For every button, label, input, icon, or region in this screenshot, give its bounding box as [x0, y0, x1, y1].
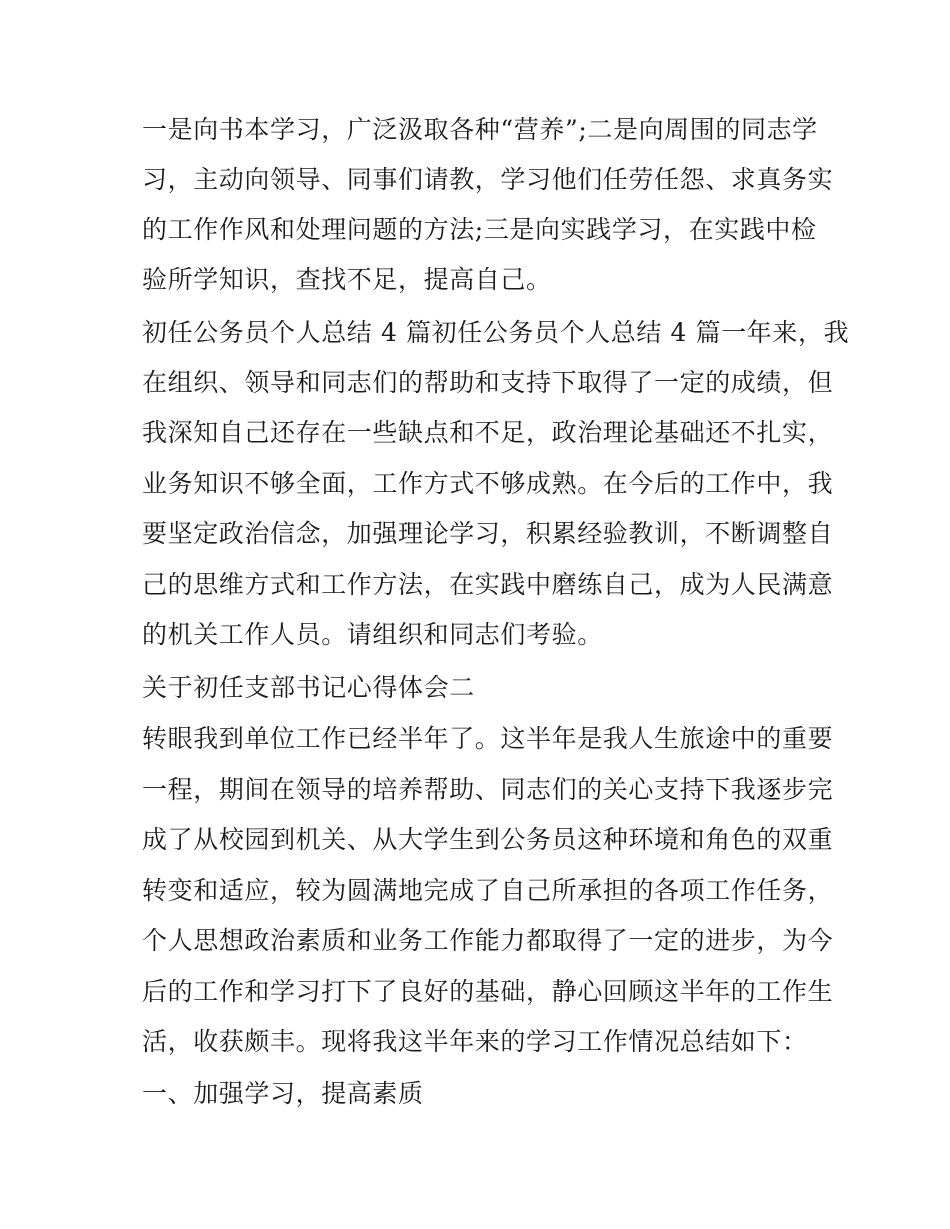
paragraph-2-line-2: 在组织、领导和同志们的帮助和支持下取得了一定的成绩，但: [142, 368, 834, 397]
paragraph-2-line-3: 我深知自己还存在一些缺点和不足，政治理论基础还不扎实，: [142, 418, 834, 447]
paragraph-2-line-5: 要坚定政治信念，加强理论学习，积累经验教训，不断调整自: [142, 519, 834, 548]
paragraph-3-line-5: 个人思想政治素质和业务工作能力都取得了一定的进步，为今: [142, 926, 834, 955]
paragraph-1-line-2: 习，主动向领导、同事们请教，学习他们任劳任怨、求真务实: [142, 165, 834, 194]
paragraph-2-line-1: 初任公务员个人总结 4 篇初任公务员个人总结 4 篇一年来，我: [142, 318, 850, 347]
paragraph-2-line-7: 的机关工作人员。请组织和同志们考验。: [142, 620, 603, 649]
paragraph-3-line-4: 转变和适应，较为圆满地完成了自己所承担的各项工作任务，: [142, 876, 834, 905]
paragraph-3-line-3: 成了从校园到机关、从大学生到公务员这种环境和角色的双重: [142, 825, 834, 854]
paragraph-2-line-4: 业务知识不够全面，工作方式不够成熟。在今后的工作中，我: [142, 469, 834, 498]
paragraph-1-line-3: 的工作作风和处理问题的方法;三是向实践学习，在实践中检: [142, 215, 817, 244]
paragraph-3-line-6: 后的工作和学习打下了良好的基础，静心回顾这半年的工作生: [142, 977, 834, 1006]
paragraph-3-line-1: 转眼我到单位工作已经半年了。这半年是我人生旅途中的重要: [142, 724, 834, 753]
paragraph-2-line-6: 己的思维方式和工作方法，在实践中磨练自己，成为人民满意: [142, 570, 834, 599]
paragraph-3-line-7: 活，收获颇丰。现将我这半年来的学习工作情况总结如下：: [142, 1027, 808, 1056]
article-heading: 关于初任支部书记心得体会二: [142, 673, 475, 702]
section-title: 一、加强学习，提高素质: [142, 1079, 424, 1108]
paragraph-1-line-4: 验所学知识，查找不足，提高自己。: [142, 265, 552, 294]
paragraph-3-line-2: 一程，期间在领导的培养帮助、同志们的关心支持下我逐步完: [142, 775, 834, 804]
paragraph-1-line-1: 一是向书本学习，广泛汲取各种“营养”;二是向周围的同志学: [142, 115, 818, 144]
